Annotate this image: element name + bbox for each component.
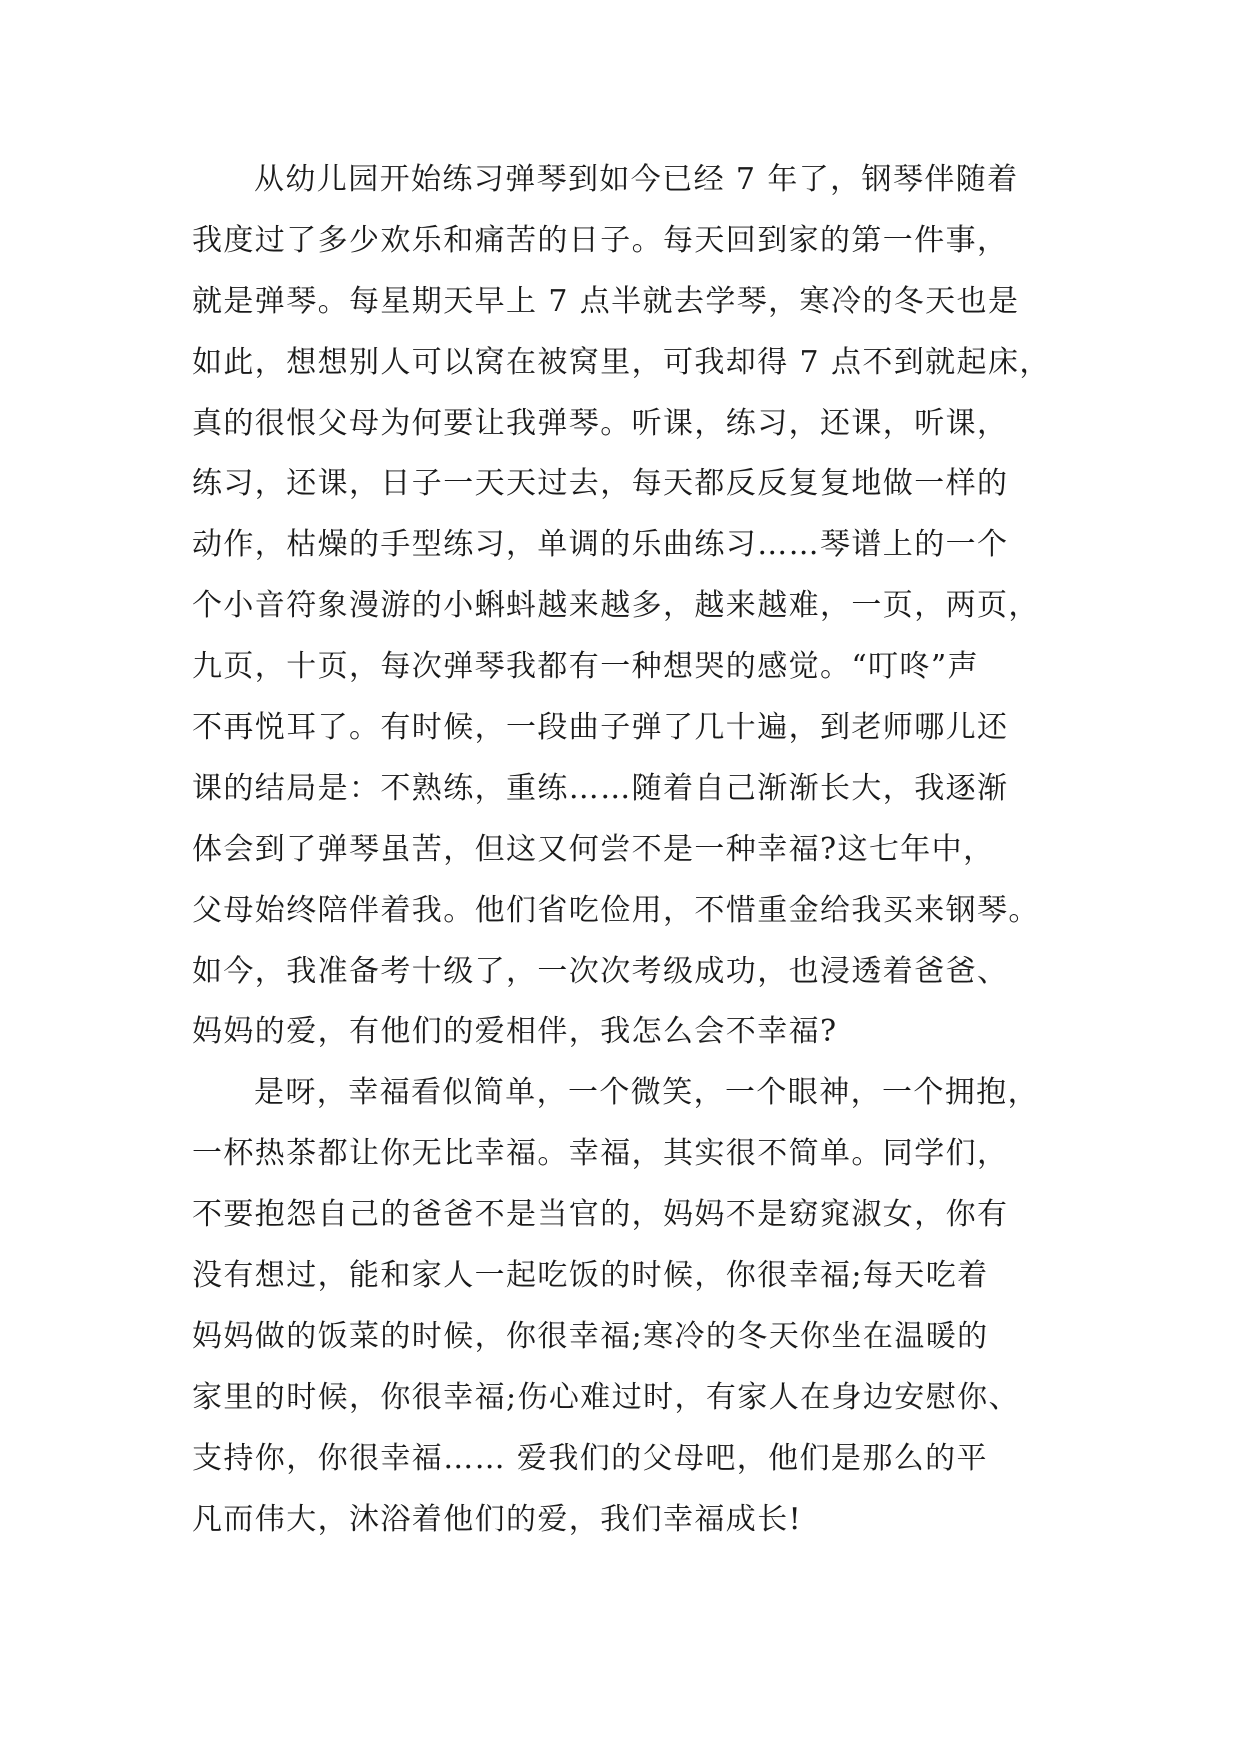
text-line: 从幼儿园开始练习弹琴到如今已经 7 年了，钢琴伴随着 [254,162,1019,197]
text-line: 不再悦耳了。有时候，一段曲子弹了几十遍，到老师哪儿还 [192,710,1009,746]
essay-body [192,158,1072,1558]
text-line: 练习，还课，日子一天天过去，每天都反反复复地做一样的 [192,466,1009,502]
text-line: 如今，我准备考十级了，一次次考级成功，也浸透着爸爸、 [192,953,1009,989]
text-line: 父母始终陪伴着我。他们省吃俭用，不惜重金给我买来钢琴。 [192,892,1040,928]
text-line: 就是弹琴。每星期天早上 7 点半就去学琴，寒冷的冬天也是 [192,283,1020,319]
text-line: 凡而伟大，沐浴着他们的爱，我们幸福成长! [192,1501,803,1537]
text-line: 体会到了弹琴虽苦，但这又何尝不是一种幸福?这七年中， [192,831,995,867]
text-line: 是呀，幸福看似简单，一个微笑，一个眼神，一个拥抱， [254,1075,1039,1111]
text-line: 真的很恨父母为何要让我弹琴。听课，练习，还课，听课， [192,405,1009,441]
text-line: 如此，想想别人可以窝在被窝里，可我却得 7 点不到就起床， [192,344,1051,380]
text-line: 不要抱怨自己的爸爸不是当官的，妈妈不是窈窕淑女，你有 [192,1197,1009,1233]
text-line: 动作，枯燥的手型练习，单调的乐曲练习……琴谱上的一个 [192,527,1009,563]
text-line: 我度过了多少欢乐和痛苦的日子。每天回到家的第一件事， [192,222,1009,258]
text-line: 个小音符象漫游的小蝌蚪越来越多，越来越难，一页，两页， [192,588,1040,624]
text-line: 妈妈的爱，有他们的爱相伴，我怎么会不幸福? [192,1014,838,1050]
text-line: 一杯热茶都让你无比幸福。幸福，其实很不简单。同学们， [192,1136,1009,1172]
text-line: 支持你，你很幸福…… 爱我们的父母吧，他们是那么的平 [192,1440,988,1476]
text-line: 家里的时候，你很幸福;伤心难过时，有家人在身边安慰你、 [192,1379,1020,1415]
text-line: 九页，十页，每次弹琴我都有一种想哭的感觉。“叮咚”声 [192,649,980,685]
text-line: 没有想过，能和家人一起吃饭的时候，你很幸福;每天吃着 [192,1258,989,1294]
text-line: 课的结局是：不熟练，重练……随着自己渐渐长大，我逐渐 [192,770,1009,806]
text-line: 妈妈做的饭菜的时候，你很幸福;寒冷的冬天你坐在温暖的 [192,1318,989,1354]
